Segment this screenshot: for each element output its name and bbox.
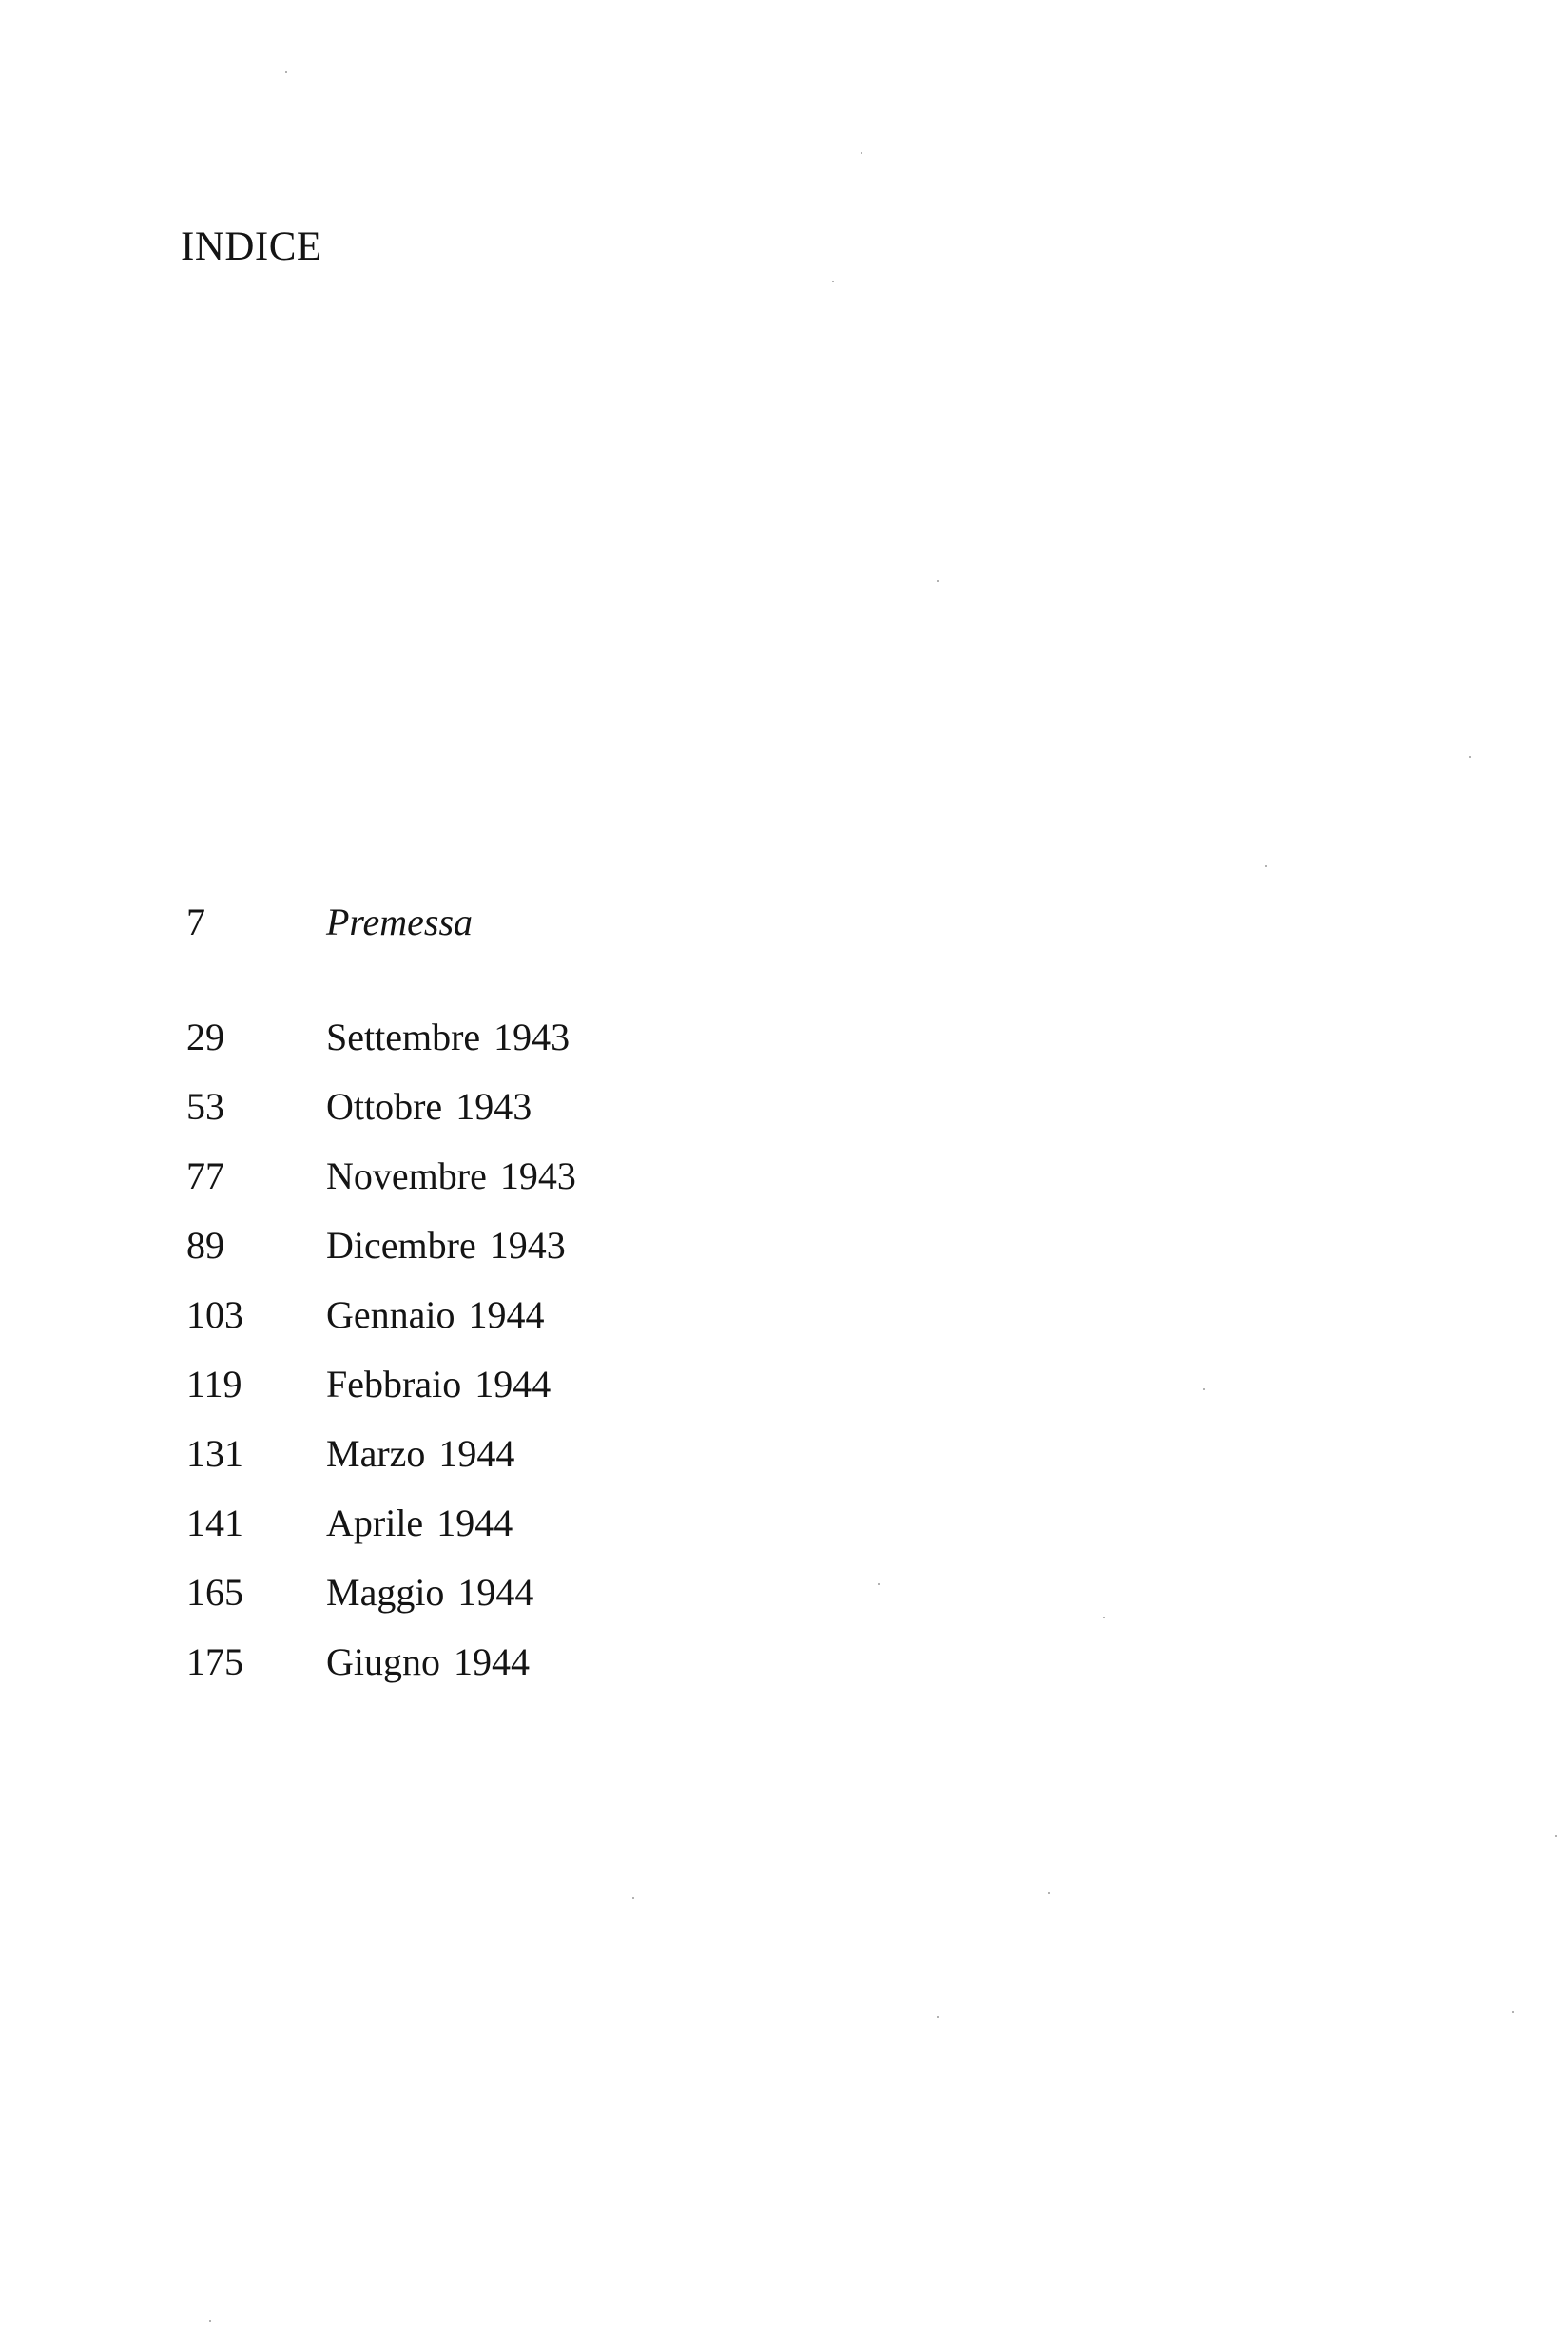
- scan-speck: [632, 1897, 634, 1899]
- toc-entry-label: Ottobre 1943: [326, 1085, 532, 1128]
- toc-entry: [0, 1154, 1568, 1214]
- scan-speck: [861, 152, 862, 154]
- toc-entry: [0, 1571, 1568, 1631]
- toc-entry: [0, 1293, 1568, 1353]
- toc-page-number: 77: [186, 1154, 224, 1197]
- toc-page-number: 119: [186, 1363, 242, 1405]
- toc-page-number: 165: [186, 1571, 243, 1614]
- scan-speck: [209, 2320, 211, 2322]
- scan-speck: [1469, 756, 1471, 758]
- toc-page-number: 175: [186, 1640, 243, 1683]
- scan-speck: [832, 281, 834, 282]
- toc-page-number: 103: [186, 1293, 243, 1336]
- scan-speck: [878, 1583, 880, 1585]
- scan-speck: [1103, 1617, 1105, 1618]
- toc-entry: [0, 1504, 1568, 1561]
- scan-speck: [937, 2016, 939, 2018]
- toc-entry-label: Gennaio 1944: [326, 1293, 545, 1336]
- toc-entry-label: Febbraio 1944: [326, 1363, 552, 1405]
- toc-entry-premessa: [0, 903, 1568, 960]
- toc-page-number: 29: [186, 1016, 224, 1058]
- scan-speck: [1265, 865, 1267, 867]
- toc-page-number: 131: [186, 1432, 243, 1475]
- toc-entry: [0, 1363, 1568, 1423]
- toc-entry-label: Premessa: [326, 901, 474, 943]
- toc-entry: [0, 1085, 1568, 1145]
- scan-speck: [1203, 1388, 1205, 1390]
- toc-entry: [0, 1432, 1568, 1492]
- toc-entry-label: Aprile 1944: [326, 1502, 513, 1544]
- toc-page-number: 141: [186, 1502, 243, 1544]
- page-title: INDICE: [181, 224, 322, 269]
- toc-page-number: 53: [186, 1085, 224, 1128]
- toc-entry: [0, 1640, 1568, 1700]
- scan-speck: [1555, 1835, 1557, 1837]
- scan-speck: [937, 580, 939, 582]
- scan-speck: [285, 71, 287, 73]
- toc-entry: [0, 1224, 1568, 1284]
- toc-entry-label: Giugno 1944: [326, 1640, 530, 1683]
- toc-entry-label: Dicembre 1943: [326, 1224, 566, 1267]
- toc-entry-label: Maggio 1944: [326, 1571, 534, 1614]
- toc-page-number: 7: [186, 901, 205, 943]
- toc-entry-label: Novembre 1943: [326, 1154, 576, 1197]
- toc-entry: [0, 1018, 1568, 1076]
- toc-entry-label: Marzo 1944: [326, 1432, 515, 1475]
- scan-speck: [1512, 2011, 1514, 2013]
- scan-speck: [1048, 1892, 1050, 1894]
- toc-page-number: 89: [186, 1224, 224, 1267]
- toc-entry-label: Settembre 1943: [326, 1016, 571, 1058]
